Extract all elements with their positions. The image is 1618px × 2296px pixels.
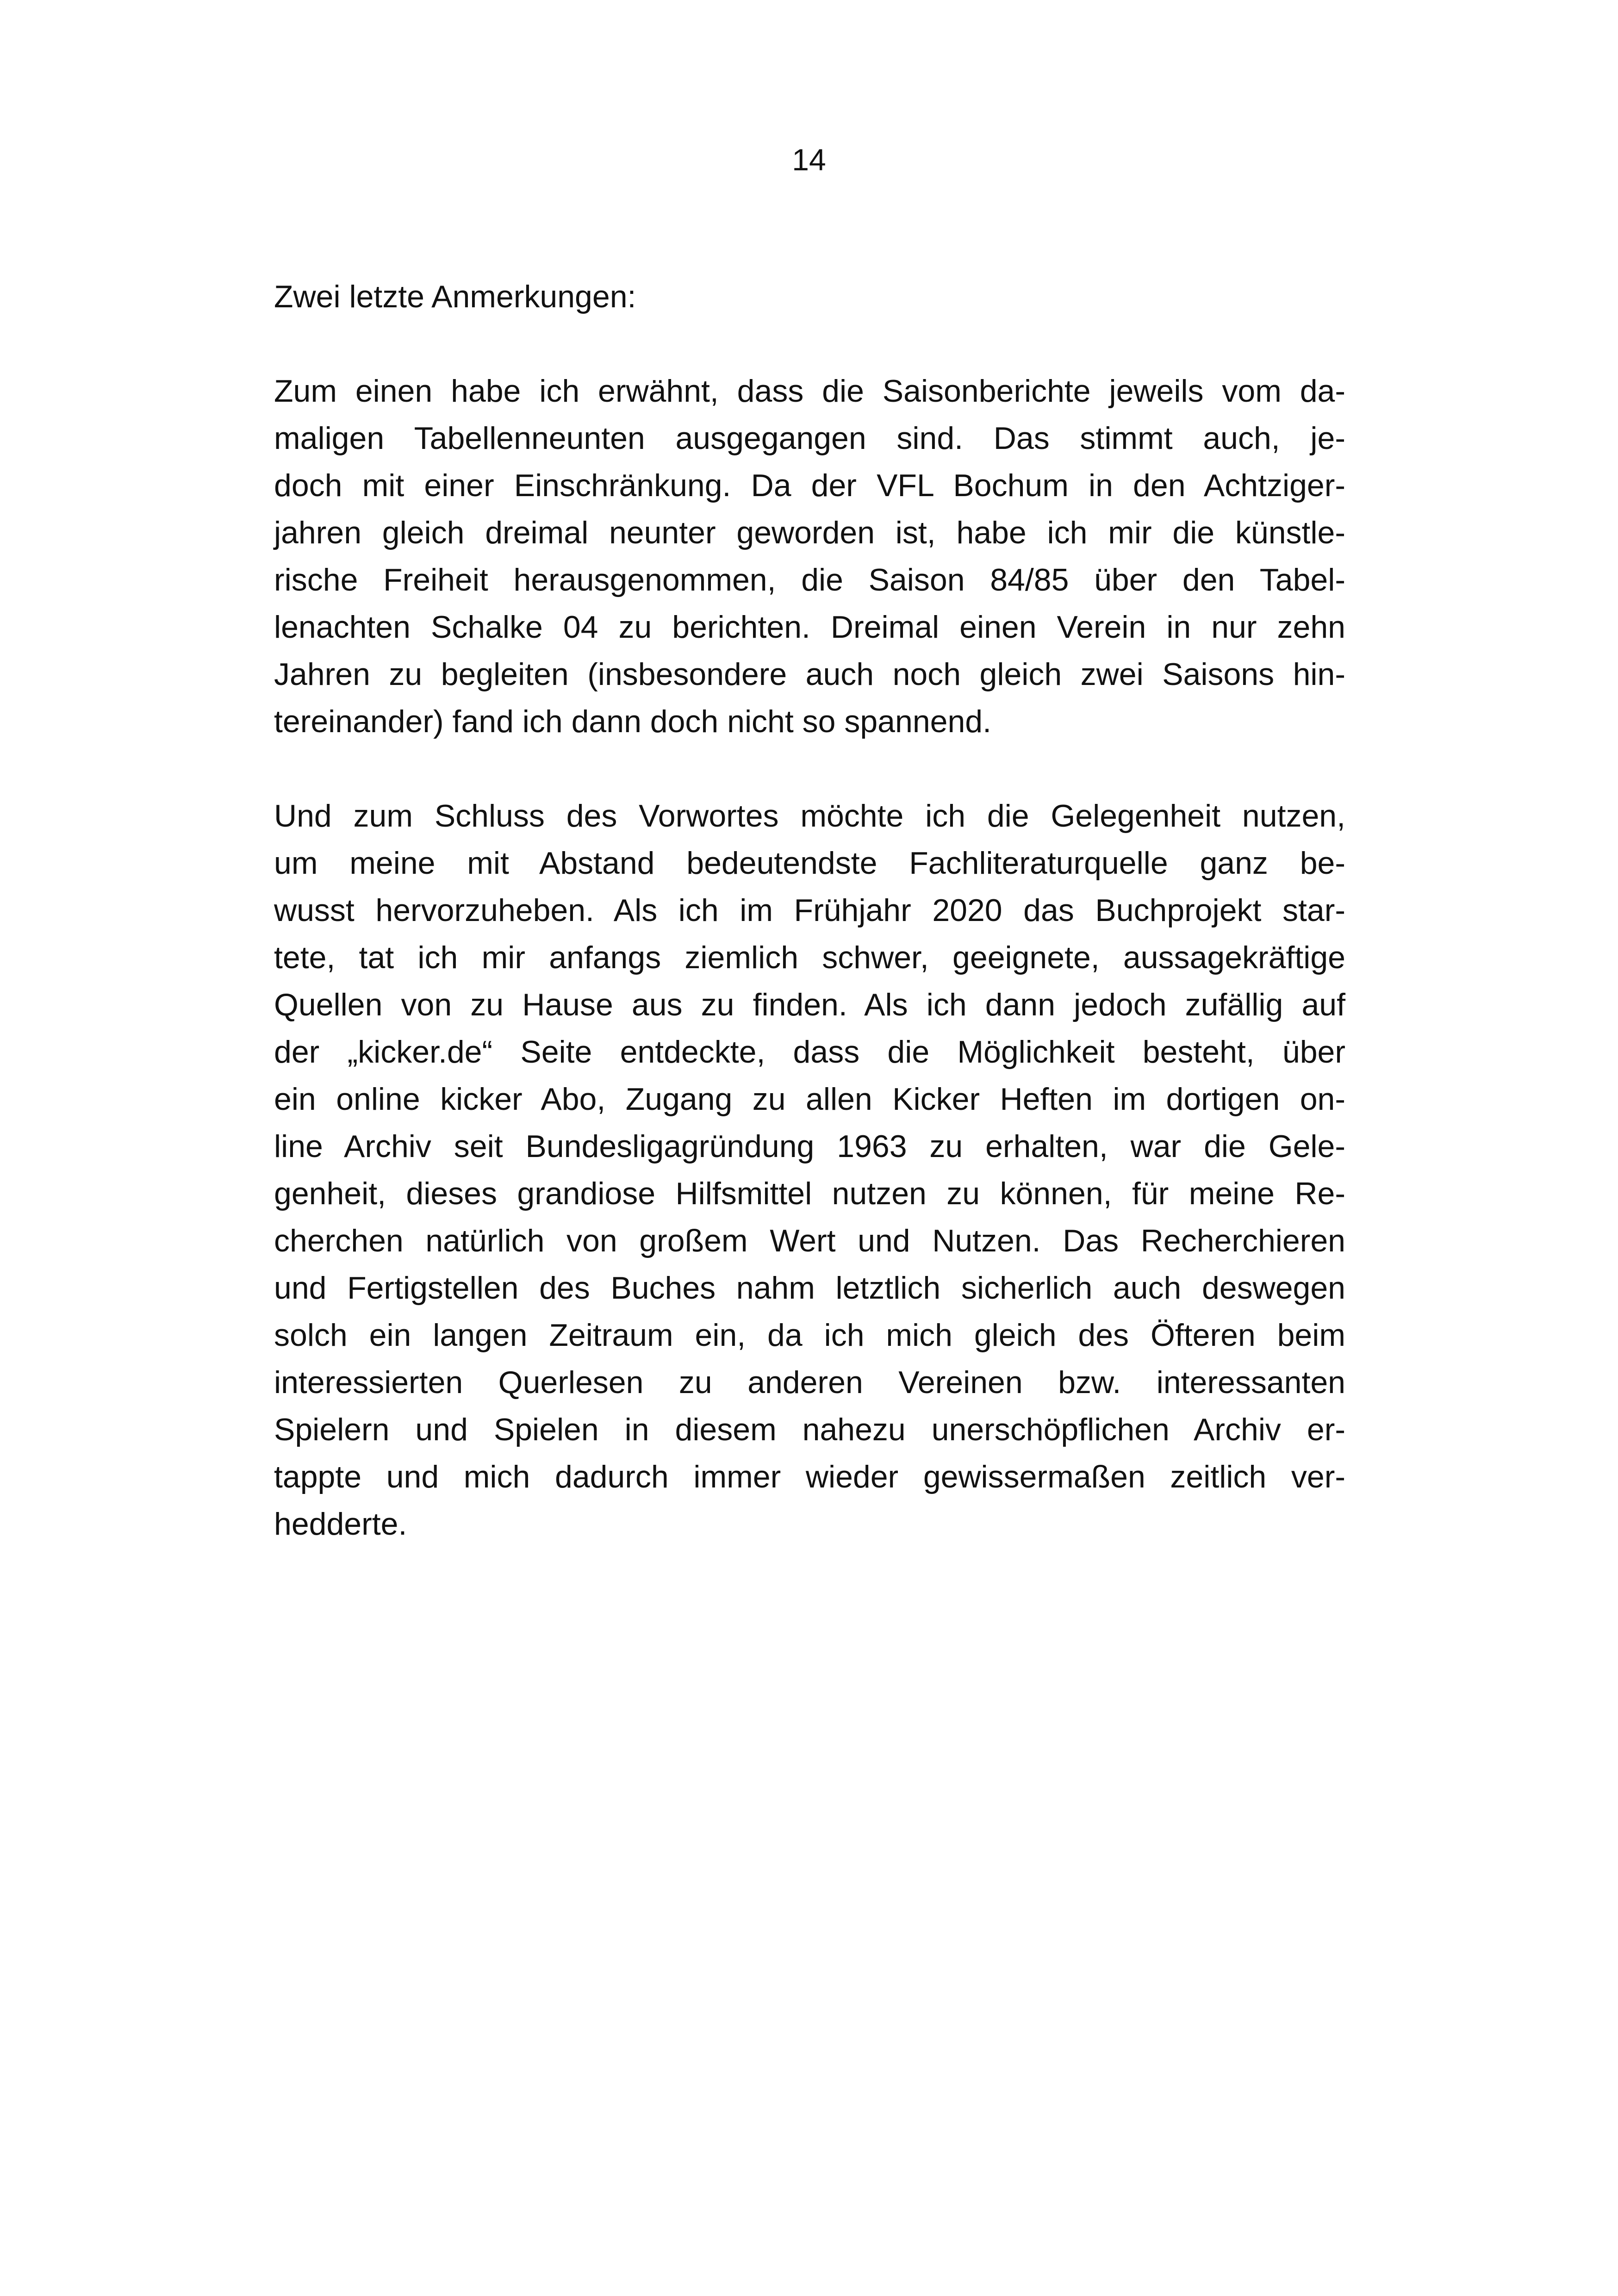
text-line: solch ein langen Zeitraum ein, da ich mich gleich des Öfteren beim xyxy=(274,1318,1345,1353)
text-line: um meine mit Abstand bedeutendste Fachliteraturquelle ganz be- xyxy=(274,846,1345,881)
text-line: lenachten Schalke 04 zu berichten. Dreimal einen Verein in nur zehn xyxy=(274,610,1345,645)
text-line: wusst hervorzuheben. Als ich im Frühjahr 2020 das Buchprojekt star- xyxy=(274,893,1345,928)
text-line: maligen Tabellenneunten ausgegangen sind. Das stimmt auch, je- xyxy=(274,421,1345,456)
text-line: tereinander) fand ich dann doch nicht so spannend. xyxy=(274,704,991,739)
text-line: genheit, dieses grandiose Hilfsmittel nutzen zu können, für meine Re- xyxy=(274,1176,1345,1211)
text-line: und Fertigstellen des Buches nahm letztlich sicherlich auch deswegen xyxy=(274,1270,1345,1306)
text-line: interessierten Querlesen zu anderen Vereinen bzw. interessanten xyxy=(274,1365,1345,1400)
text-line: tappte und mich dadurch immer wieder gewissermaßen zeitlich ver- xyxy=(274,1459,1345,1494)
text-line: Zum einen habe ich erwähnt, dass die Saisonberichte jeweils vom da- xyxy=(274,373,1345,409)
page-body xyxy=(274,273,1345,1595)
text-line: line Archiv seit Bundesligagründung 1963 zu erhalten, war die Gele- xyxy=(274,1129,1345,1164)
section-heading: Zwei letzte Anmerkungen: xyxy=(274,279,636,314)
text-line: Jahren zu begleiten (insbesondere auch noch gleich zwei Saisons hin- xyxy=(274,657,1345,692)
text-line: hedderte. xyxy=(274,1506,407,1542)
page-number: 14 xyxy=(792,143,826,177)
text-line: ein online kicker Abo, Zugang zu allen Kicker Heften im dortigen on- xyxy=(274,1082,1345,1117)
text-line: Quellen von zu Hause aus zu finden. Als ich dann jedoch zufällig auf xyxy=(274,987,1345,1022)
text-line: Spielern und Spielen in diesem nahezu unerschöpflichen Archiv er- xyxy=(274,1412,1345,1447)
text-line: Und zum Schluss des Vorwortes möchte ich die Gelegenheit nutzen, xyxy=(274,798,1345,834)
text-line: jahren gleich dreimal neunter geworden ist, habe ich mir die künstle- xyxy=(274,515,1345,550)
paragraph-2 xyxy=(274,792,1345,1548)
text-line: cherchen natürlich von großem Wert und Nutzen. Das Recherchieren xyxy=(274,1223,1345,1258)
paragraph-1 xyxy=(274,367,1345,745)
text-line: der „kicker.de“ Seite entdeckte, dass die Möglichkeit besteht, über xyxy=(274,1034,1345,1070)
text-line: rische Freiheit herausgenommen, die Saison 84/85 über den Tabel- xyxy=(274,562,1345,597)
text-line: tete, tat ich mir anfangs ziemlich schwer, geeignete, aussagekräftige xyxy=(274,940,1345,975)
text-line: doch mit einer Einschränkung. Da der VFL Bochum in den Achtziger- xyxy=(274,468,1345,503)
